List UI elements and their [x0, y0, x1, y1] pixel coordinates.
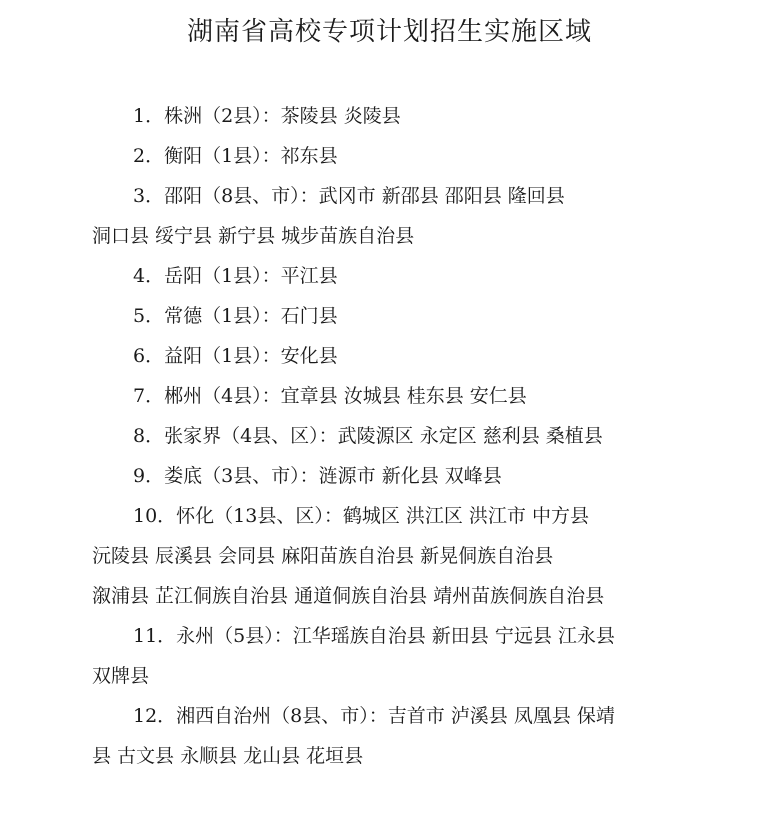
region-line: 10．怀化（13县、区）：鹤城区 洪江区 洪江市 中方县: [133, 505, 589, 527]
document-body: [92, 96, 712, 776]
region-line: 4．岳阳（1县）：平江县: [133, 265, 338, 287]
region-item-3: [92, 176, 712, 216]
region-line: 洞口县 绥宁县 新宁县 城步苗族自治县: [92, 225, 415, 247]
region-line: 县 古文县 永顺县 龙山县 花垣县: [92, 745, 364, 767]
document-title: 湖南省高校专项计划招生实施区域: [186, 17, 592, 47]
region-line: 8．张家界（4县、区）：武陵源区 永定区 慈利县 桑植县: [133, 425, 603, 447]
region-item-9: [92, 456, 712, 496]
region-line: 12．湘西自治州（8县、市）：吉首市 泸溪县 凤凰县 保靖: [133, 705, 615, 727]
region-item-1: [92, 96, 712, 136]
region-item-8: [92, 416, 712, 456]
region-item-7: [92, 376, 712, 416]
region-line: 9．娄底（3县、市）：涟源市 新化县 双峰县: [133, 465, 502, 487]
region-line: 溆浦县 芷江侗族自治县 通道侗族自治县 靖州苗族侗族自治县: [92, 585, 605, 607]
region-item-2: [92, 136, 712, 176]
region-line: 11．永州（5县）：江华瑶族自治县 新田县 宁远县 江永县: [133, 625, 615, 647]
region-line: 5．常德（1县）：石门县: [133, 305, 338, 327]
region-item-6: [92, 336, 712, 376]
region-line: 2．衡阳（1县）：祁东县: [133, 145, 338, 167]
region-item-10-continued: [92, 536, 712, 576]
region-item-11-continued: [92, 656, 712, 696]
region-line: 6．益阳（1县）：安化县: [133, 345, 338, 367]
region-item-10-continued: [92, 576, 712, 616]
region-line: 双牌县: [92, 665, 150, 687]
region-item-3-continued: [92, 216, 712, 256]
region-line: 沅陵县 辰溪县 会同县 麻阳苗族自治县 新晃侗族自治县: [92, 545, 554, 567]
region-item-12-continued: [92, 736, 712, 776]
region-item-10: [92, 496, 712, 536]
region-item-5: [92, 296, 712, 336]
region-item-4: [92, 256, 712, 296]
region-item-11: [92, 616, 712, 656]
region-line: 1．株洲（2县）：茶陵县 炎陵县: [133, 105, 401, 127]
region-item-12: [92, 696, 712, 736]
region-line: 7．郴州（4县）：宜章县 汝城县 桂东县 安仁县: [133, 385, 527, 407]
region-line: 3．邵阳（8县、市）：武冈市 新邵县 邵阳县 隆回县: [133, 185, 565, 207]
